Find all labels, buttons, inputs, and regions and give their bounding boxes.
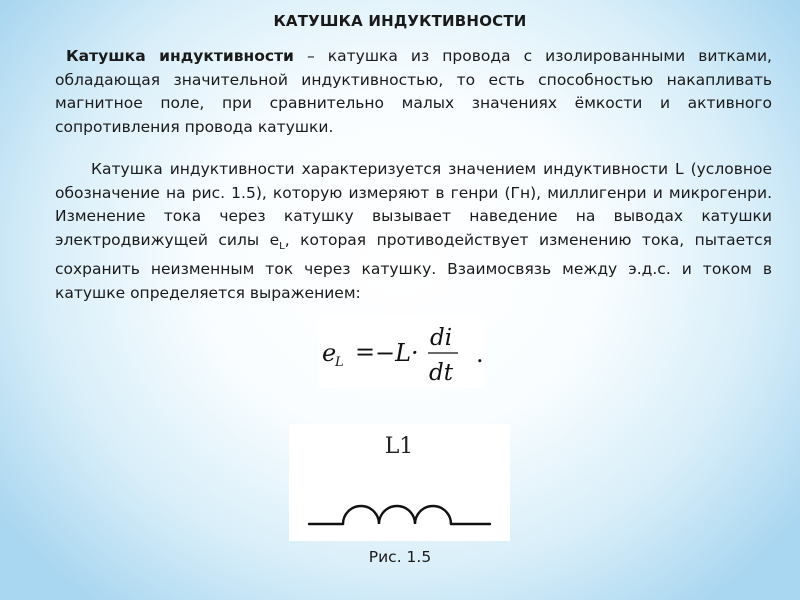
- formula-box: [318, 316, 484, 388]
- formula-terminator: .: [476, 340, 484, 368]
- formula-lhs-subscript: L: [335, 355, 344, 370]
- term-inductor: Катушка индуктивности: [66, 47, 294, 65]
- formula-lhs: e: [322, 339, 337, 367]
- inductor-schematic: [289, 424, 510, 541]
- inductor-symbol: [309, 506, 490, 524]
- formula-denominator: dt: [429, 360, 453, 386]
- inductor-figure: [289, 424, 510, 541]
- emf-subscript: L: [279, 240, 285, 252]
- inductance-formula: [318, 316, 484, 388]
- formula-rhs: −L·: [375, 339, 419, 367]
- formula-equals: =: [355, 338, 376, 366]
- characteristics-paragraph: [55, 158, 772, 306]
- characteristics-text-2: , которая противодействует изменению тока, пытается сохранить неизменным ток через катушку. Взаимосвязь между э.д.с. и током в катушке определяется выражением:: [55, 230, 772, 303]
- definition-paragraph: [55, 45, 772, 139]
- figure-caption: Рис. 1.5: [368, 548, 432, 566]
- page-title: КАТУШКА ИНДУКТИВНОСТИ: [273, 12, 527, 30]
- component-label: L1: [384, 434, 414, 459]
- characteristics-text-1: Катушка индуктивности характеризуется значением индуктивности L (условное обозначение на рис. 1.5), которую измеряют в генри (Гн), миллигенри и микрогенри. Изменение тока через катушку вызывает наведение на выводах катушки электродвижущей силы e: [55, 160, 772, 249]
- formula-numerator: di: [430, 325, 453, 351]
- definition-text: – катушка из провода с изолированными витками, обладающая значительной индуктивностью, то есть способностью накапливать магнитное поле, при сравнительно малых значениях ёмкости и активного сопротивления провода катушки.: [55, 47, 772, 136]
